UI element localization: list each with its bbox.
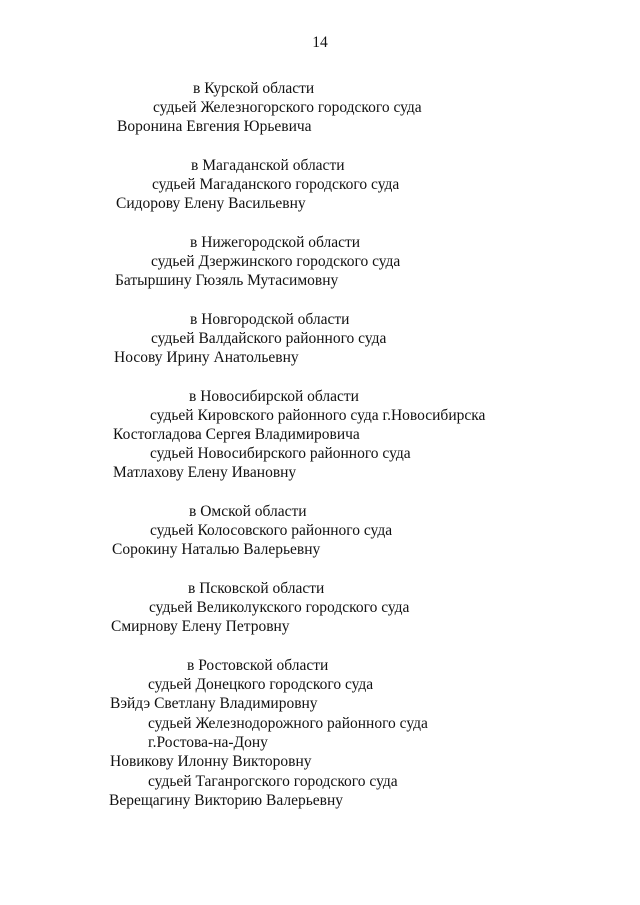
person-name: Батыршину Гюзяль Мутасимовну bbox=[115, 272, 339, 289]
region-heading: в Магаданской области bbox=[191, 157, 345, 174]
person-name: Вэйдэ Светлану Владимировну bbox=[110, 695, 318, 712]
region-heading: в Новосибирской области bbox=[189, 388, 359, 405]
court-line: судьей Валдайского районного суда bbox=[151, 330, 387, 347]
person-name: Воронина Евгения Юрьевича bbox=[117, 118, 312, 135]
court-line: судьей Железнодорожного районного суда bbox=[148, 715, 428, 732]
court-line-continued: г.Ростова-на-Дону bbox=[148, 734, 268, 751]
court-line: судьей Магаданского городского суда bbox=[152, 176, 400, 193]
court-line: судьей Дзержинского городского суда bbox=[151, 253, 401, 270]
court-line: судьей Таганрогского городского суда bbox=[148, 773, 398, 790]
court-line: судьей Колосовского районного суда bbox=[150, 522, 393, 539]
person-name: Носову Ирину Анатольевну bbox=[114, 349, 299, 366]
region-heading: в Курской области bbox=[193, 80, 315, 97]
court-line: судьей Новосибирского районного суда bbox=[150, 445, 411, 462]
region-heading: в Псковской области bbox=[188, 580, 325, 597]
person-name: Новикову Илонну Викторовну bbox=[110, 753, 312, 770]
region-heading: в Нижегородской области bbox=[190, 234, 361, 251]
court-line: судьей Великолукского городского суда bbox=[149, 599, 410, 616]
person-name: Матлахову Елену Ивановну bbox=[113, 464, 297, 481]
court-line: судьей Железногорского городского суда bbox=[153, 99, 422, 116]
region-heading: в Новгородской области bbox=[190, 311, 350, 328]
court-line: судьей Кировского районного суда г.Новосибирска bbox=[150, 407, 486, 424]
region-heading: в Ростовской области bbox=[187, 657, 329, 674]
person-name: Сорокину Наталью Валерьевну bbox=[112, 541, 321, 558]
person-name: Костогладова Сергея Владимировича bbox=[113, 426, 360, 443]
page-number: 14 bbox=[312, 34, 328, 51]
person-name: Сидорову Елену Васильевну bbox=[116, 195, 306, 212]
person-name: Смирнову Елену Петровну bbox=[111, 618, 290, 635]
region-heading: в Омской области bbox=[189, 503, 307, 520]
person-name: Верещагину Викторию Валерьевну bbox=[109, 792, 344, 809]
court-line: судьей Донецкого городского суда bbox=[148, 676, 374, 693]
